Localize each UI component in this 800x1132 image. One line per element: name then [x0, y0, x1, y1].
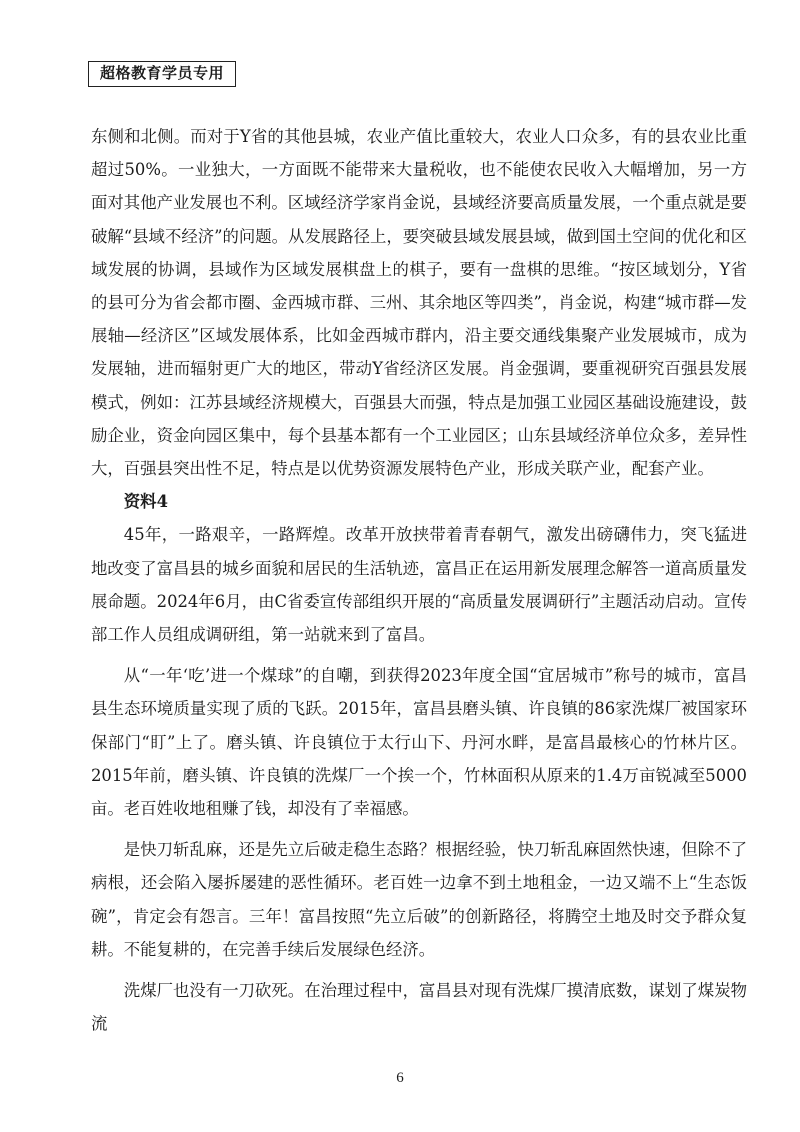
section-title: 资料4: [123, 492, 168, 512]
paragraph-gap: [91, 651, 747, 659]
paragraph-gap: [91, 825, 747, 833]
paragraph-2: 45年，一路艰辛，一路辉煌。改革开放挟带着青春朝气，激发出磅礴伟力，突飞猛进地改变了富昌县的城乡面貌和居民的生活轨迹，富昌正在运用新发展理念解答一道高质量发展命题。2024年6月，由C省委宣传部组织开展的“高质量发展调研行”主题活动启动。宣传部工作人员组成调研组，第一站就来到了富昌。: [91, 525, 747, 645]
paragraph-4: 是快刀斩乱麻，还是先立后破走稳生态路？根据经验，快刀斩乱麻固然快速，但除不了病根，还会陷入屡拆屡建的恶性循环。老百姓一边拿不到土地租金，一边又端不上“生态饭碗”，肯定会有怨言。三年！富昌按照“先立后破”的创新路径，将腾空土地及时交予群众复耕。不能复耕的，在完善手续后发展绿色经济。: [91, 840, 747, 959]
document-body: [91, 120, 747, 1040]
paragraph-5: 洗煤厂也没有一刀砍死。在治理过程中，富昌县对现有洗煤厂摸清底数，谋划了煤炭物流: [91, 981, 747, 1034]
paragraph-1: 东侧和北侧。而对于Y省的其他县城，农业产值比重较大，农业人口众多，有的县农业比重超过50%。一业独大，一方面既不能带来大量税收，也不能使农民收入大幅增加，另一方面对其他产业发展也不利。区域经济学家肖金说，县域经济要高质量发展，一个重点就是要破解“县域不经济”的问题。从发展路径上，要突破县域发展县域，做到国土空间的优化和区域发展的协调，县域作为区域发展棋盘上的棋子，要有一盘棋的思维。“按区域划分，Y省的县可分为省会都市圈、金西城市群、三州、其余地区等四类”，肖金说，构建“城市群—发展轴—经济区”区域发展体系，比如金西城市群内，沿主要交通线集聚产业发展城市，成为发展轴，进而辐射更广大的地区，带动Y省经济区发展。肖金强调，要重视研究百强县发展模式，例如：江苏县域经济规模大，百强县大而强，特点是加强工业园区基础设施建设，鼓励企业，资金向园区集中，每个县基本都有一个工业园区；山东县域经济单位众多，差异性大，百强县突出性不足，特点是以优势资源发展特色产业，形成关联产业，配套产业。: [91, 127, 747, 479]
paragraph-gap: [91, 966, 747, 974]
page-number: 6: [396, 1070, 404, 1086]
paragraph-3: 从“一年‘吃’进一个煤球”的自嘲，到获得2023年度全国“宜居城市”称号的城市，富昌县生态环境质量实现了质的飞跃。2015年，富昌县磨头镇、许良镇的86家洗煤厂被国家环保部门“盯”上了。磨头镇、许良镇位于太行山下、丹河水畔，是富昌最核心的竹林片区。2015年前，磨头镇、许良镇的洗煤厂一个挨一个，竹林面积从原来的1.4万亩锐减至5000亩。老百姓收地租赚了钱，却没有了幸福感。: [91, 666, 747, 819]
header-label: 超格教育学员专用: [88, 61, 236, 87]
